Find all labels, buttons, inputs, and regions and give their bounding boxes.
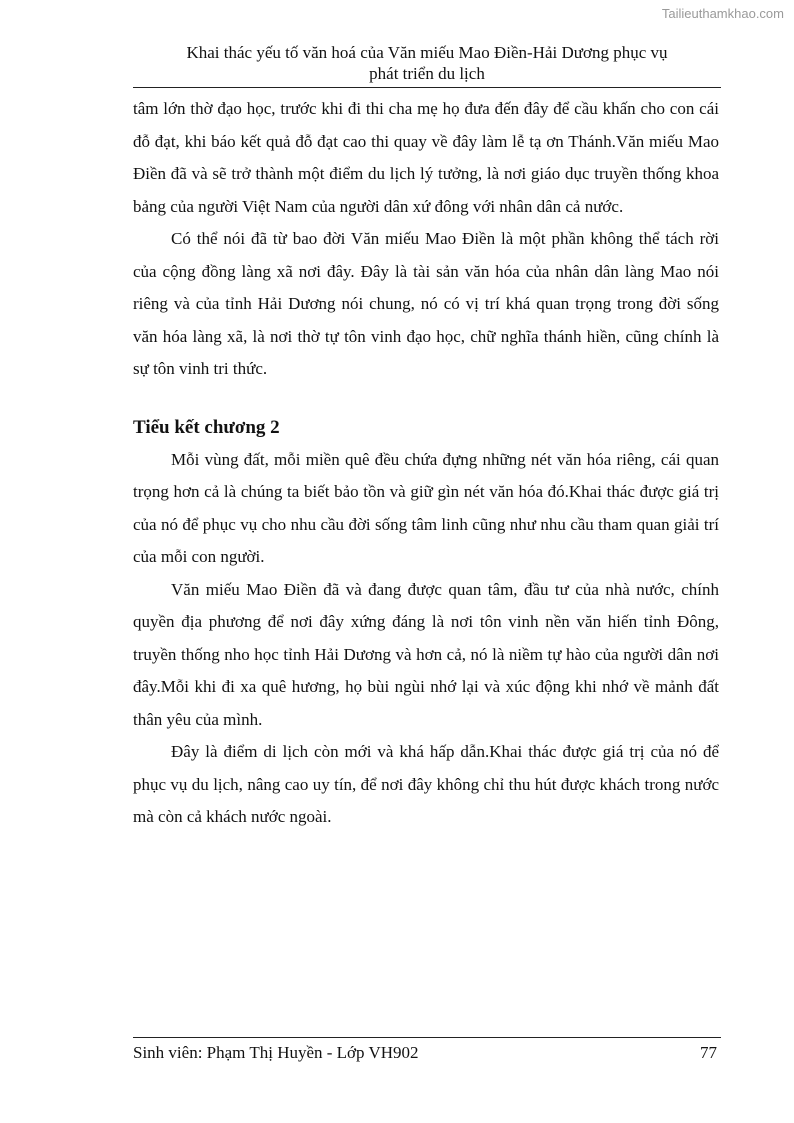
header-line-2: phát triển du lịch <box>369 64 485 83</box>
running-header <box>133 42 721 84</box>
footer-author: Sinh viên: Phạm Thị Huyền - Lớp VH902 <box>133 1043 419 1062</box>
body-paragraph: tâm lớn thờ đạo học, trước khi đi thi cha mẹ họ đưa đến đây để cầu khấn cho con cái đỗ đạt, khi báo kết quả đỗ đạt cao thi quay về đây làm lễ tạ ơn Thánh.Văn miếu Mao Điền đã và sẽ trở thành một điểm du lịch lý tưởng, là nơi giáo dục truyền thống khoa bảng của người Việt Nam của người dân xứ đông với nhân dân cả nước. <box>133 99 719 216</box>
body-paragraph: Văn miếu Mao Điền đã và đang được quan tâm, đầu tư của nhà nước, chính quyền địa phương để nơi đây xứng đáng là nơi tôn vinh nền văn hiến tỉnh Đông, truyền thống nho học tỉnh Hải Dương và hơn cả, nó là niềm tự hào của người dân nơi đây.Mỗi khi đi xa quê hương, họ bùi ngùi nhớ lại và xúc động khi nhớ về mảnh đất thân yêu của mình. <box>133 579 719 729</box>
header-line-1: Khai thác yếu tố văn hoá của Văn miếu Mao Điền-Hải Dương phục vụ <box>186 43 668 62</box>
page-number: 77 <box>700 1043 717 1062</box>
footer-divider <box>133 1037 721 1038</box>
body-paragraph: Có thể nói đã từ bao đời Văn miếu Mao Điền là một phần không thể tách rời của cộng đồng làng xã nơi đây. Đây là tài sản văn hóa của nhân dân làng Mao nói riêng và của tỉnh Hải Dương nói chung, nó có vị trí khá quan trọng trong đời sống văn hóa làng xã, là nơi thờ tự tôn vinh đạo học, chữ nghĩa thánh hiền, cũng chính là sự tôn vinh tri thức. <box>133 229 719 378</box>
watermark: Tailieuthamkhao.com <box>661 6 784 21</box>
body-paragraph: Mỗi vùng đất, mỗi miền quê đều chứa đựng những nét văn hóa riêng, cái quan trọng hơn cả là chúng ta biết bảo tồn và giữ gìn nét văn hóa đó.Khai thác được giá trị của nó để phục vụ cho nhu cầu đời sống tâm linh cũng như nhu cầu tham quan giải trí của mỗi con người. <box>133 449 719 566</box>
page-body <box>133 93 719 834</box>
body-paragraph: Đây là điểm di lịch còn mới và khá hấp dẫn.Khai thác được giá trị của nó để phục vụ du lịch, nâng cao uy tín, để nơi đây không chỉ thu hút được khách trong nước mà còn cả khách nước ngoài. <box>133 742 719 826</box>
section-heading: Tiểu kết chương 2 <box>133 416 280 438</box>
header-divider <box>133 87 721 88</box>
page-footer <box>133 1042 717 1064</box>
